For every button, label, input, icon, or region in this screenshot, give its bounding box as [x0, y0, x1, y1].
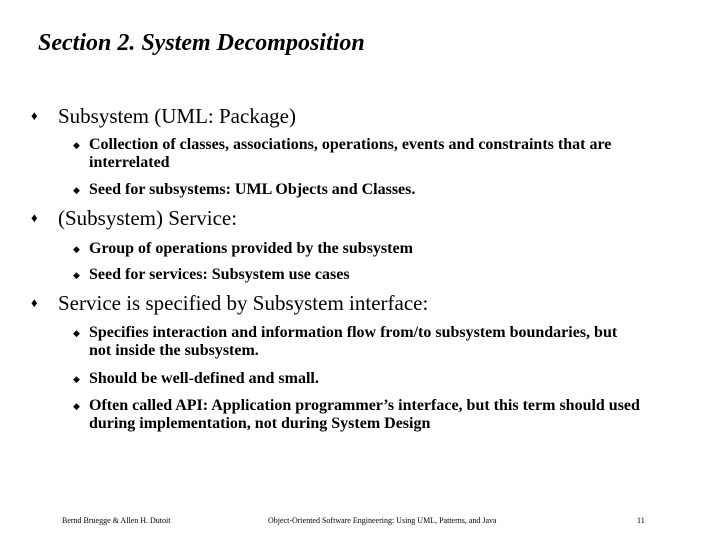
diamond-bullet-icon: ◆	[73, 244, 80, 254]
bullet-item: Seed for subsystems: UML Objects and Classes.	[89, 181, 416, 198]
bullet-item: Seed for services: Subsystem use cases	[89, 266, 350, 283]
diamond-bullet-icon: ◆	[73, 328, 80, 338]
section-heading-interface: Service is specified by Subsystem interface:	[58, 291, 429, 315]
diamond-bullet-icon: ◆	[73, 270, 80, 280]
bullet-item: Group of operations provided by the subsystem	[89, 240, 413, 257]
bullet-item: Collection of classes, associations, operations, events and constraints that are interrelated	[89, 136, 612, 171]
diamond-bullet-icon: ♦	[31, 295, 38, 310]
section-heading-service: (Subsystem) Service:	[58, 206, 238, 230]
bullet-item: Should be well-defined and small.	[89, 370, 319, 387]
diamond-bullet-icon: ◆	[73, 140, 80, 150]
footer-page-number: 11	[637, 516, 645, 525]
footer-authors: Bernd Bruegge & Allen H. Dutoit	[62, 516, 171, 525]
diamond-bullet-icon: ◆	[73, 374, 80, 384]
section-heading-subsystem: Subsystem (UML: Package)	[58, 104, 296, 128]
diamond-bullet-icon: ♦	[31, 210, 38, 225]
diamond-bullet-icon: ◆	[73, 185, 80, 195]
diamond-bullet-icon: ◆	[73, 401, 80, 411]
bullet-item: Often called API: Application programmer’s interface, but this term should used during implementation, not during System Design	[89, 397, 640, 432]
bullet-item: Specifies interaction and information flow from/to subsystem boundaries, but not inside the subsystem.	[89, 324, 618, 359]
diamond-bullet-icon: ♦	[31, 108, 38, 123]
slide-title: Section 2. System Decomposition	[38, 30, 365, 56]
footer-book-title: Object-Oriented Software Engineering: Using UML, Patterns, and Java	[268, 516, 497, 525]
